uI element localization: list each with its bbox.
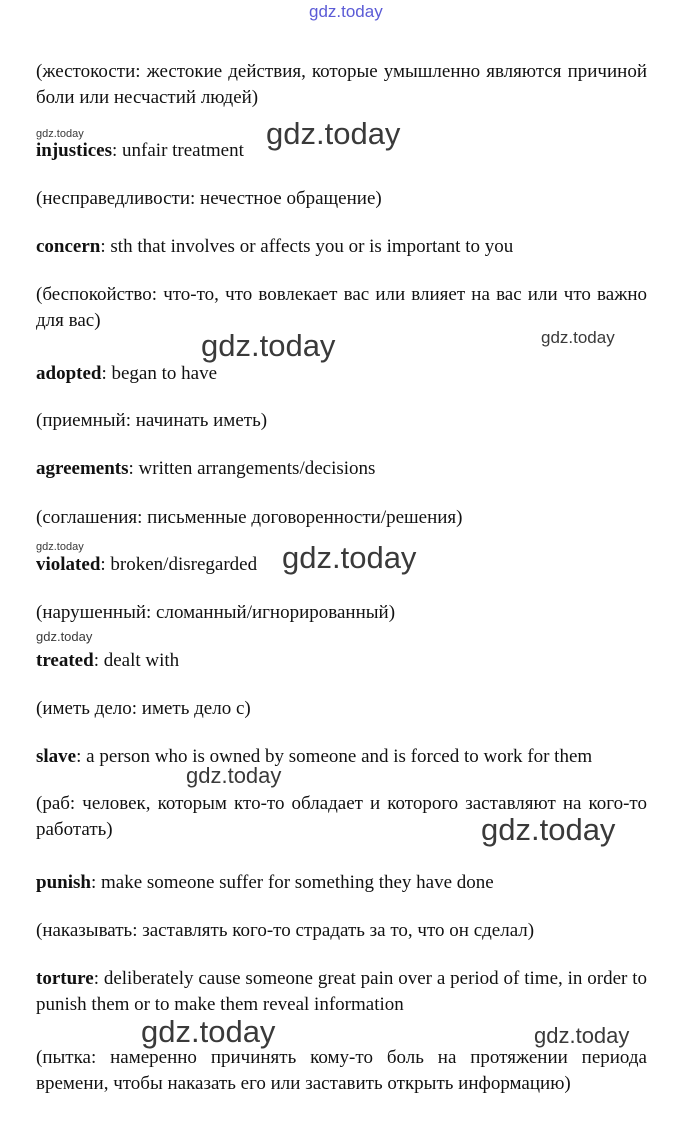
watermark-large: gdz.today xyxy=(481,812,616,847)
glossary-entry xyxy=(36,744,647,770)
term: punish xyxy=(36,872,91,893)
translation-paragraph: (жестокости: жестокие действия, которые умышленно являются причиной боли или несчастий людей) xyxy=(36,61,647,108)
definition: : unfair treatment xyxy=(112,140,244,161)
translation-paragraph: (соглашения: письменные договоренности/решения) xyxy=(36,507,463,528)
definition: : make someone suffer for something they have done xyxy=(90,872,494,893)
glossary-entry xyxy=(36,552,647,578)
watermark-medium: gdz.today xyxy=(534,1023,630,1048)
watermark-header: gdz.today xyxy=(309,2,383,21)
term: torture xyxy=(36,968,94,989)
glossary-entry xyxy=(36,870,647,896)
translation-paragraph: (приемный: начинать иметь) xyxy=(36,410,268,431)
definition: : dealt with xyxy=(93,650,180,671)
watermark-large: gdz.today xyxy=(266,116,401,151)
term: violated xyxy=(36,554,101,575)
term: treated xyxy=(36,650,94,671)
term: concern xyxy=(36,236,101,257)
glossary-entry xyxy=(36,648,647,674)
translation-paragraph: (беспокойство: что-то, что вовлекает вас или влияет на вас или что важно для вас) xyxy=(36,284,647,331)
definition: : broken/disregarded xyxy=(100,554,258,575)
watermark-small: gdz.today xyxy=(36,128,84,140)
definition: : began to have xyxy=(101,363,218,384)
definition: : deliberately cause someone great pain over a period of time, in order to punish them or to make them reveal information xyxy=(36,968,647,1015)
glossary-entry xyxy=(36,234,647,260)
translation-paragraph: (иметь дело: иметь дело с) xyxy=(36,698,251,719)
translation-paragraph: (пытка: намеренно причинять кому-то боль на протяжении периода времени, чтобы наказать его или заставить открыть информацию) xyxy=(36,1047,647,1094)
glossary-entry xyxy=(36,138,647,164)
term: slave xyxy=(36,746,77,767)
term: agreements xyxy=(36,458,129,479)
definition: : sth that involves or affects you or is important to you xyxy=(100,236,514,257)
watermark-large: gdz.today xyxy=(282,540,417,575)
watermark-large: gdz.today xyxy=(201,328,336,363)
watermark-large: gdz.today xyxy=(141,1014,276,1049)
watermark-small: gdz.today xyxy=(36,629,93,644)
definition: : a person who is owned by someone and is forced to work for them xyxy=(76,746,593,767)
translation-paragraph: (раб: человек, которым кто-то обладает и которого заставляют на кого-то работать) xyxy=(36,793,647,840)
translation-paragraph: (нарушенный: сломанный/игнорированный) xyxy=(36,602,396,623)
translation-paragraph: (наказывать: заставлять кого-то страдать за то, что он сделал) xyxy=(36,920,535,941)
watermark-small: gdz.today xyxy=(541,328,615,347)
term: adopted xyxy=(36,363,102,384)
glossary-entry xyxy=(36,966,647,1018)
glossary-entry xyxy=(36,361,647,387)
watermark-small: gdz.today xyxy=(36,541,84,553)
translation-paragraph: (несправедливости: нечестное обращение) xyxy=(36,188,382,209)
term: injustices xyxy=(36,140,112,161)
glossary-entry xyxy=(36,456,647,482)
watermark-medium: gdz.today xyxy=(186,763,282,788)
definition: : written arrangements/decisions xyxy=(128,458,376,479)
